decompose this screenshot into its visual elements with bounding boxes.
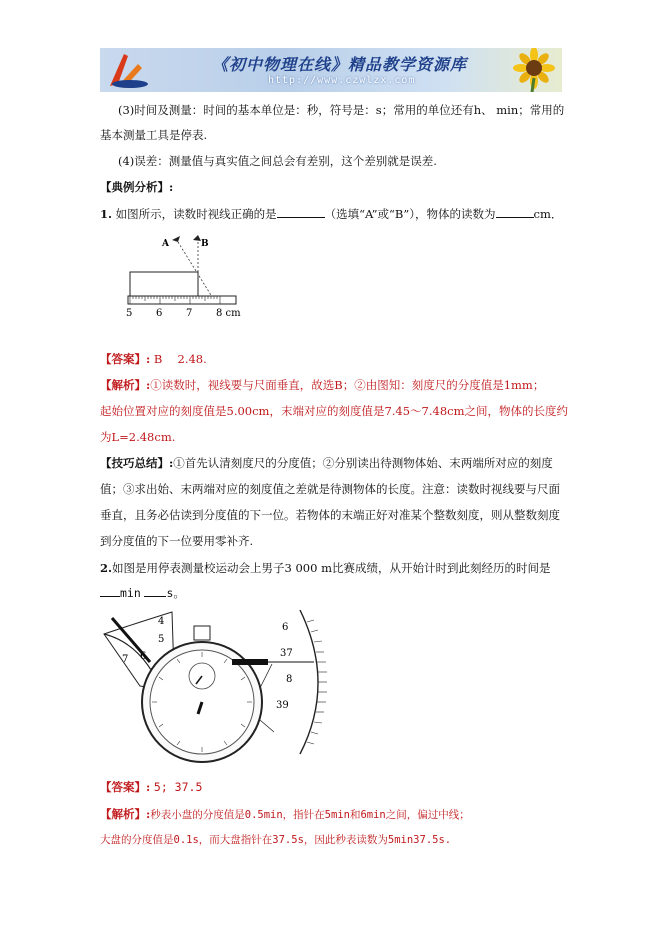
question-1-text-a: 如图所示，读数时视线正确的是 (115, 207, 277, 221)
question-1-text-b: （选填“A”或“B”），物体的读数为 (324, 207, 496, 221)
sunflower-icon (502, 48, 562, 92)
big-scale-label-8: 8 (286, 674, 293, 685)
big-scale-label-37: 37 (280, 648, 293, 659)
ruler-label-6: 6 (156, 308, 163, 319)
eye-label-a: A (162, 239, 169, 249)
crown-button (194, 626, 210, 640)
small-dial-label-4: 4 (158, 616, 165, 627)
question-1-text-c: cm． (533, 207, 563, 221)
analysis-label-2: 【解析】: (100, 807, 151, 821)
callout-line-top (260, 664, 272, 688)
ruler-label-8cm: 8 cm (216, 308, 241, 319)
question-2-text: 如图是用停表测量校运动会上男子3 000 m比赛成绩，从开始计时到此刻经历的时间是 (112, 561, 551, 575)
big-scale-label-39: 39 (276, 700, 289, 711)
tips-line4: 到分度值的下一位要用零补齐. (100, 534, 254, 548)
tips-line3: 垂直，且务必估读到分度值的下一位。若物体的末端正好对准某个整数刻度，则从整数刻度 (100, 508, 560, 522)
paragraph-time-measure-line1: (3)时间及测量：时间的基本单位是：秒，符号是：s；常用的单位还有h、 min；常用的 (118, 103, 565, 117)
question-2-line2 (100, 584, 185, 601)
site-logo-icon (104, 50, 154, 90)
answer-blank-1 (277, 205, 325, 218)
eye-label-b: B (201, 239, 209, 249)
analysis-label: 【解析】: (100, 378, 151, 392)
paragraph-time-measure-line2: 基本测量工具是停表. (100, 128, 208, 142)
question-1-analysis-line2: 起始位置对应的刻度值是5.00cm，末端对应的刻度值是7.45～7.48cm之间，物体的长度约 (100, 404, 569, 418)
big-scale-label-6: 6 (282, 622, 289, 633)
question-1-number: 1. (100, 207, 113, 221)
analysis-heading: 【典例分析】: (100, 180, 174, 194)
answer-blank-min (100, 584, 120, 597)
question-2-number: 2. (100, 561, 113, 575)
question-2-answer (100, 779, 202, 795)
banner-url: http://www.czwlzx.com (268, 75, 416, 86)
tips-label: 【技巧总结】: (100, 456, 174, 470)
big-scale-arc (300, 610, 318, 754)
paragraph-error: (4)误差：测量值与真实值之间总会有差别，这个差别就是误差. (118, 154, 437, 168)
tips-line2: 值；③求出始、末两端对应的刻度值之差就是待测物体的长度。注意：读数时视线要与尺面 (100, 482, 560, 496)
stopwatch-figure (100, 604, 340, 774)
big-scale-ticks (307, 620, 327, 744)
eye-a-icon (172, 236, 180, 242)
unit-s: s。 (166, 586, 185, 600)
unit-min: min (120, 586, 141, 600)
answer-blank-2 (496, 205, 534, 218)
ruler-label-7: 7 (186, 308, 193, 319)
small-dial-label-7: 7 (122, 654, 129, 665)
question-2-line1 (100, 560, 551, 576)
answer-value: B 2.48. (153, 352, 207, 366)
callout-line-bottom (260, 720, 274, 732)
measured-object (130, 272, 198, 296)
banner-title: 《初中物理在线》精品教学资源库 (212, 55, 468, 74)
tips-line1 (100, 455, 553, 471)
big-scale-pointer (232, 659, 268, 665)
ruler-label-5: 5 (126, 308, 133, 319)
small-dial-label-6: 6 (140, 651, 147, 662)
answer-label-2: 【答案】: (100, 780, 151, 794)
question-1-answer (100, 351, 207, 367)
question-1-analysis-line3: 为L=2.48cm. (100, 430, 176, 444)
answer-blank-s (144, 584, 166, 597)
answer-value-2: 5; 37.5 (153, 780, 203, 794)
question-2-analysis-line2: 大盘的分度值是0.1s，而大盘指针在37.5s，因此秒表读数为5min37.5s. (100, 834, 452, 846)
analysis-text-2a: 秒表小盘的分度值是0.5min，指针在5min和6min之间，偏过中线； (150, 809, 470, 821)
small-dial-label-5: 5 (158, 634, 165, 645)
header-banner (100, 48, 562, 92)
eye-b-icon (193, 235, 201, 241)
question-1-analysis-line1 (100, 377, 544, 393)
ruler-figure (118, 232, 244, 324)
tips-text-1: ①首先认清刻度尺的分度值；②分别读出待测物体始、末两端所对应的刻度 (173, 456, 553, 470)
analysis-text-1: ①读数时，视线要与尺面垂直，故选B；②由图知：刻度尺的分度值是1mm； (150, 378, 545, 392)
question-1 (100, 205, 562, 222)
answer-label: 【答案】: (100, 352, 151, 366)
question-2-analysis-line1 (100, 806, 470, 823)
